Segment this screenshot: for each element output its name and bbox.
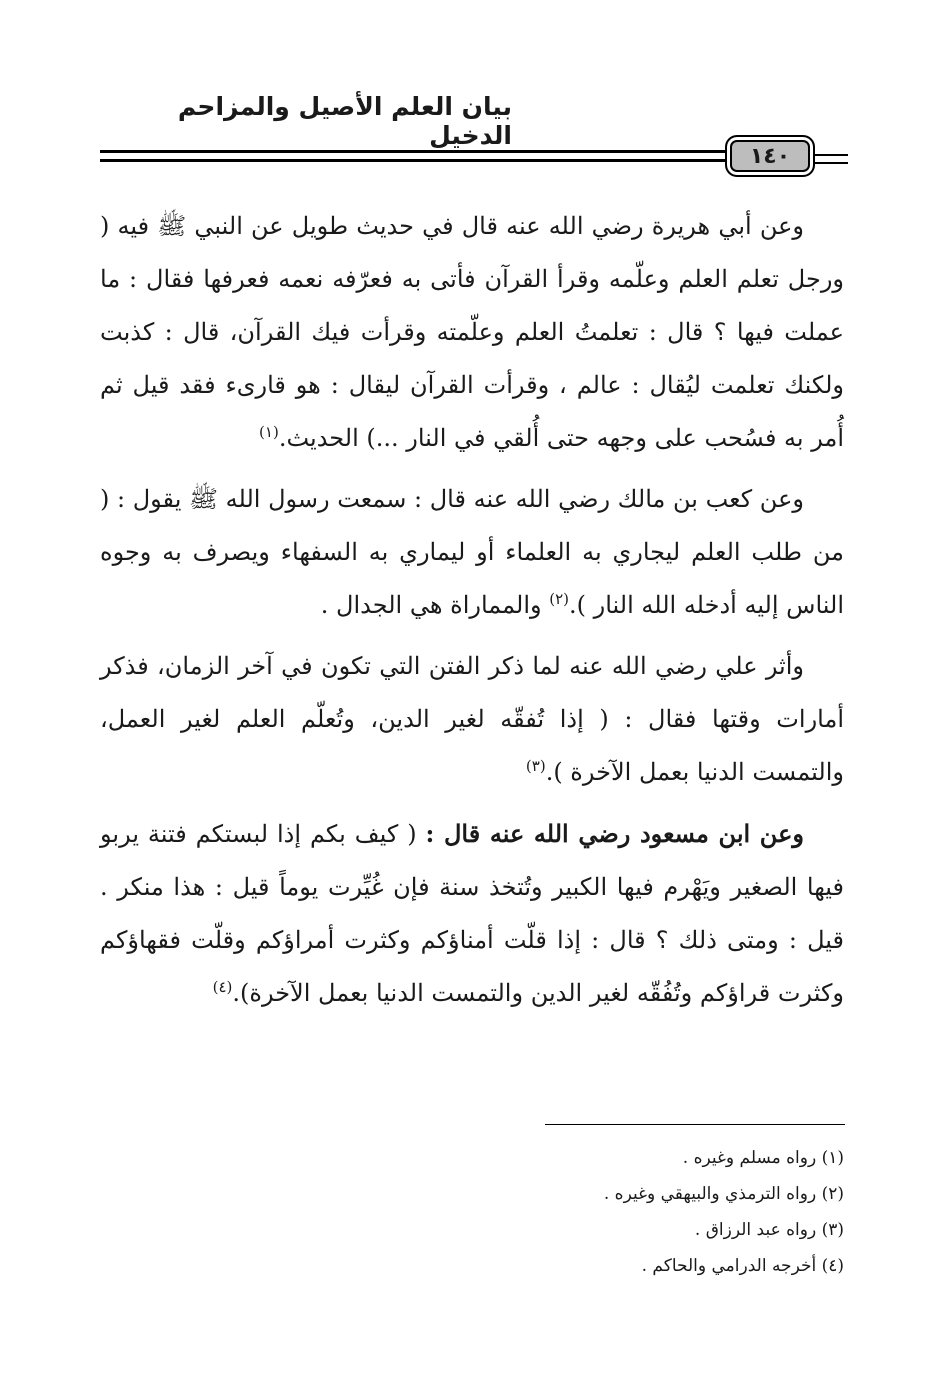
page-header-title: بيان العلم الأصيل والمزاحم الدخيل <box>177 92 512 150</box>
paragraph-text: ( كيف بكم إذا لبستكم فتنة يربو فيها الصغير ويَهْرم فيها الكبير وتُتخذ سنة فإن غُيِّرت يوماً قيل : هذا منكر . قيل : ومتى ذلك ؟ قال : إذا قلّت أمناؤكم وكثرت أمراؤكم وقلّت فقهاؤكم وكثرت قراؤكم وتُفُقّه لغير الدين والتمست الدنيا بعمل الآخرة). <box>100 820 844 1007</box>
footnote-ref: (٢) <box>549 590 570 608</box>
footnote-item: (٣) رواه عبد الرزاق . <box>694 1220 844 1240</box>
footnote-item: (٢) رواه الترمذي والبيهقي وغيره . <box>603 1184 844 1204</box>
paragraph-1 <box>100 200 844 465</box>
footnote-item: (١) رواه مسلم وغيره . <box>682 1148 844 1168</box>
paragraph-2 <box>100 473 844 632</box>
paragraph-text: وعن أبي هريرة رضي الله عنه قال في حديث طويل عن النبي ﷺ فيه ( ورجل تعلم العلم وعلّمه وقرأ القرآن فأتى به فعرّفه نعمه فعرفها فقال : ما عملت فيها ؟ قال : تعلمتُ العلم وعلّمته وقرأت فيك القرآن، قال : كذبت ولكنك تعلمت ليُقال : عالم ، وقرأت القرآن ليقال : هو قارىء فقد قيل ثم أُمر به فسُحب على وجهه حتى أُلقي في النار ...) الحديث. <box>100 212 844 452</box>
main-text <box>100 200 844 1028</box>
header-rule-right-bottom <box>810 162 848 164</box>
footnote-ref: (٣) <box>525 757 546 775</box>
footnote-item: (٤) أخرجه الدرامي والحاكم . <box>641 1256 844 1276</box>
page-number-badge <box>725 135 815 177</box>
footnote-ref: (١) <box>259 423 279 441</box>
paragraph-3 <box>100 640 844 799</box>
header-rule-right-top <box>810 154 848 156</box>
paragraph-lead: وعن ابن مسعود رضي الله عنه قال : <box>425 819 804 848</box>
paragraph-text-after: والمماراة هي الجدال . <box>320 591 550 619</box>
header-rule-bottom <box>100 159 730 162</box>
footnotes <box>244 1140 844 1284</box>
footnote-ref: (٤) <box>212 978 233 996</box>
paragraph-text: وأثر علي رضي الله عنه لما ذكر الفتن التي تكون في آخر الزمان، فذكر أمارات وقتها فقال : ( إذا تُفقّه لغير الدين، وتُعلّم العلم لغير العمل، والتمست الدنيا بعمل الآخرة ). <box>100 652 844 786</box>
footnote-separator <box>545 1124 845 1125</box>
page-number: ١٤٠ <box>749 143 791 169</box>
paragraph-4 <box>100 807 844 1020</box>
header-rule-top <box>100 150 730 153</box>
paragraph-text: وعن كعب بن مالك رضي الله عنه قال : سمعت رسول الله ﷺ يقول : ( من طلب العلم ليجاري به العلماء أو ليماري به السفهاء ويصرف به وجوه الناس إليه أدخله الله النار ). <box>100 485 844 619</box>
